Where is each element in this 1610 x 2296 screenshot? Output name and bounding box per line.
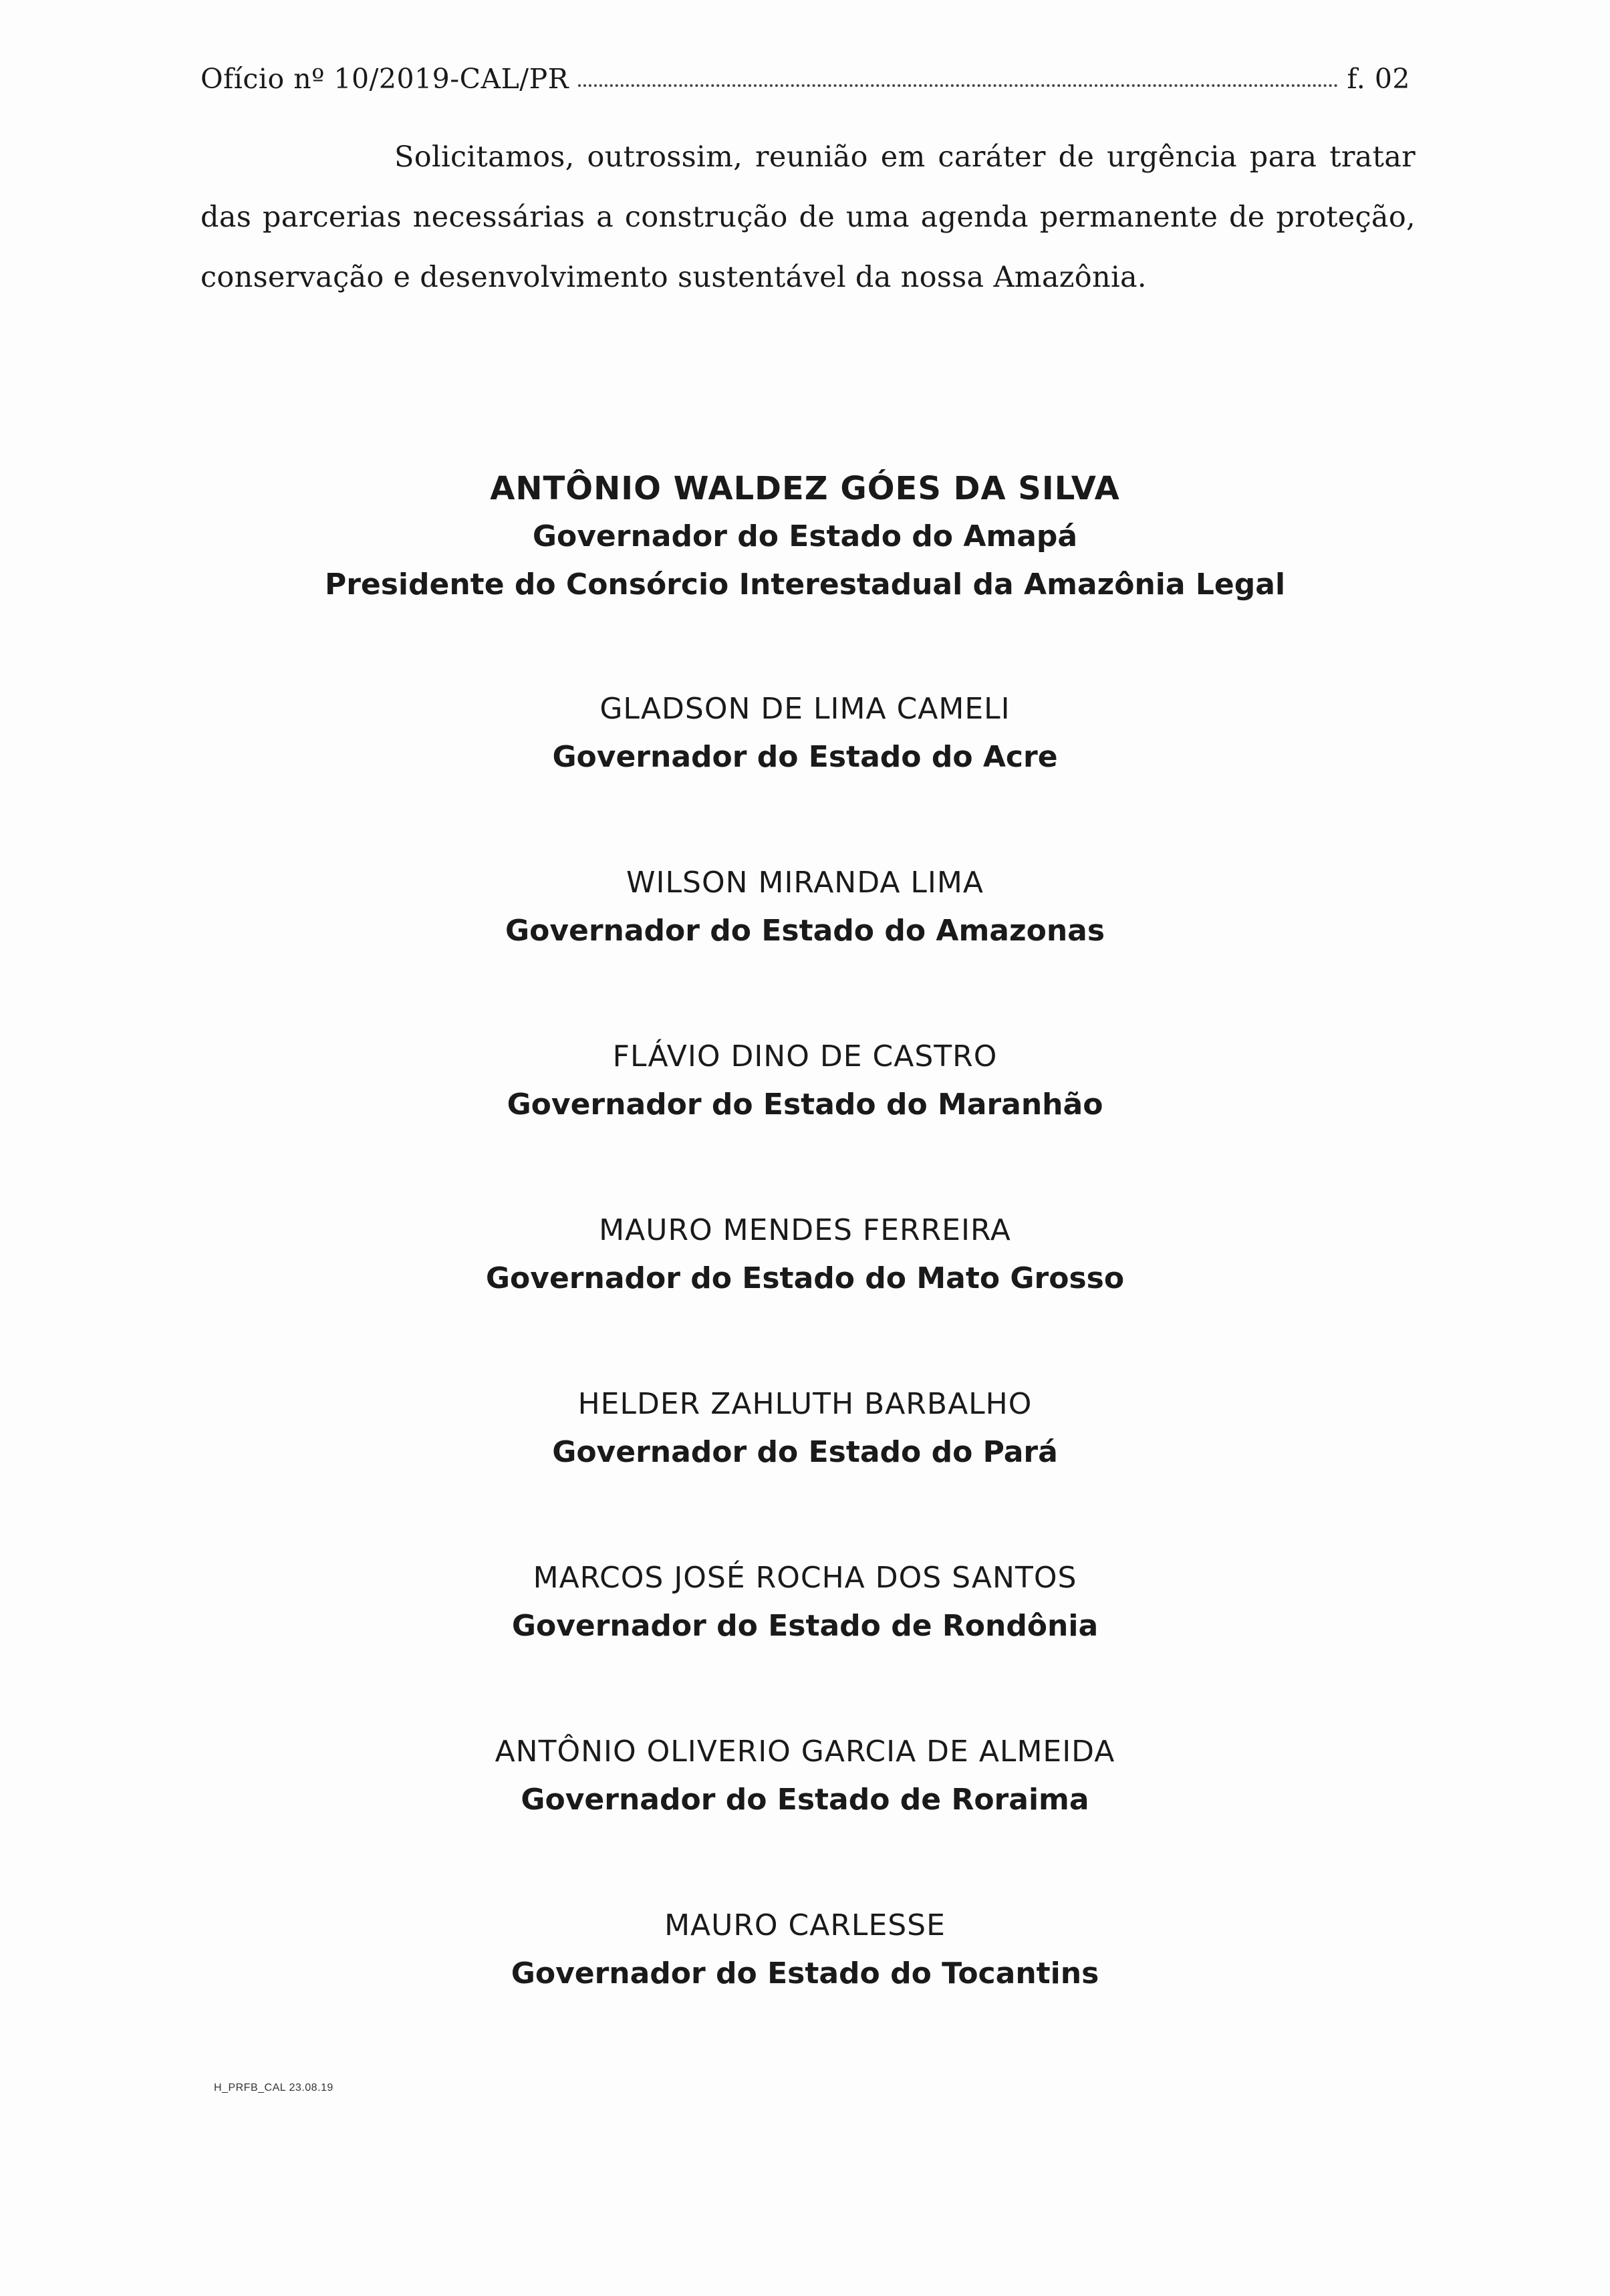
signatory-name: MAURO CARLESSE xyxy=(664,1908,946,1942)
page-number: f. 02 xyxy=(1347,63,1410,95)
signatory-name: WILSON MIRANDA LIMA xyxy=(626,866,984,900)
document-reference: Ofício nº 10/2019-CAL/PR xyxy=(200,63,569,95)
signature-block xyxy=(0,1380,1610,1477)
signatory-role: Governador do Estado do Tocantins xyxy=(511,1956,1099,1991)
signature-block xyxy=(0,859,1610,955)
body-paragraph: Solicitamos, outrossim, reunião em caráter de urgência para tratar das parcerias necessárias a construção de uma agenda permanente de proteção, conservação e desenvolvimento sustentável da nossa Amazônia. xyxy=(200,140,1416,294)
signatory-role: Governador do Estado do Maranhão xyxy=(507,1088,1103,1122)
signatory-role: Governador do Estado do Amapá xyxy=(532,519,1078,553)
signatory-name: MAURO MENDES FERREIRA xyxy=(599,1213,1011,1247)
signature-block xyxy=(0,1033,1610,1129)
signatory-role: Governador do Estado do Pará xyxy=(552,1435,1058,1469)
signatory-name: FLÁVIO DINO DE CASTRO xyxy=(612,1039,998,1073)
signatory-role: Governador do Estado de Roraima xyxy=(521,1783,1089,1817)
signatory-name: MARCOS JOSÉ ROCHA DOS SANTOS xyxy=(533,1561,1077,1595)
signature-block xyxy=(0,685,1610,781)
signature-block xyxy=(0,1728,1610,1824)
dotted-leader xyxy=(578,84,1337,87)
signature-block xyxy=(0,1206,1610,1303)
signature-block xyxy=(0,1902,1610,1998)
signatory-name: HELDER ZAHLUTH BARBALHO xyxy=(577,1387,1033,1421)
signatory-role: Governador do Estado do Amazonas xyxy=(505,914,1105,948)
signatory-role-secondary: Presidente do Consórcio Interestadual da Amazônia Legal xyxy=(324,567,1286,602)
signatory-role: Governador do Estado do Mato Grosso xyxy=(485,1261,1125,1295)
signatory-role: Governador do Estado do Acre xyxy=(552,740,1058,774)
signatory-name: ANTÔNIO OLIVERIO GARCIA DE ALMEIDA xyxy=(495,1735,1115,1769)
signature-block xyxy=(0,465,1610,609)
signatory-name: ANTÔNIO WALDEZ GÓES DA SILVA xyxy=(490,470,1120,507)
footer-code: H_PRFB_CAL 23.08.19 xyxy=(214,2082,333,2093)
page-header xyxy=(200,48,1410,95)
signatory-role: Governador do Estado de Rondônia xyxy=(511,1609,1099,1643)
signature-block xyxy=(0,1554,1610,1650)
signatory-name: GLADSON DE LIMA CAMELI xyxy=(599,692,1011,726)
